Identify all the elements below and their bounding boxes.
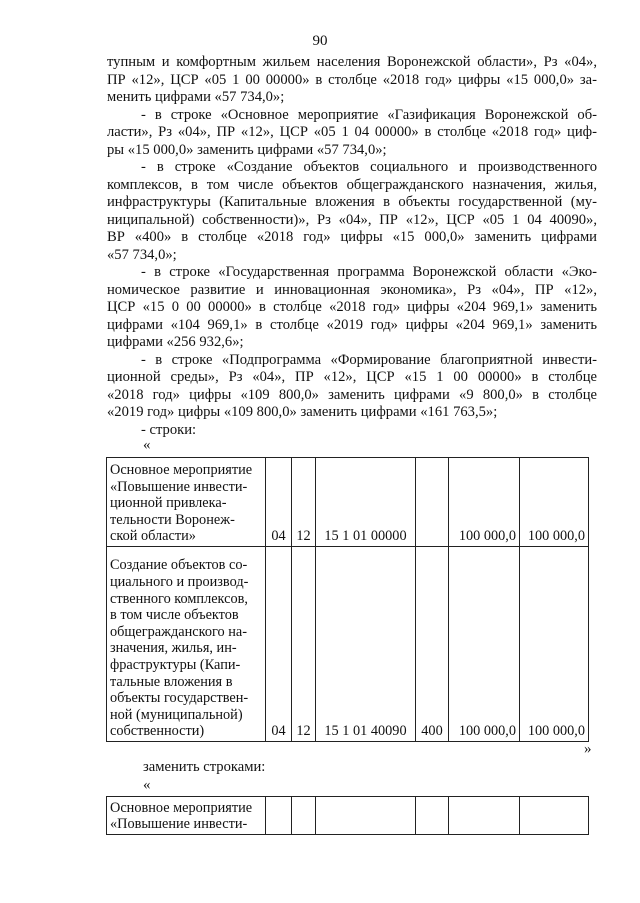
text-line: ционной среды», Рз «04», ПР «12», ЦСР «15 1 00 00000» в столбце	[107, 369, 597, 385]
cell-pr: 12	[292, 547, 316, 742]
paragraph	[107, 264, 597, 352]
cell-rz: 04	[266, 547, 292, 742]
row-name-cell	[107, 458, 266, 547]
opening-quote-mark: «	[143, 437, 151, 453]
row-name-line: ственного комплексов,	[110, 590, 248, 607]
paragraph	[107, 352, 597, 422]
cell-vr	[416, 458, 449, 547]
cell-csr	[316, 797, 416, 835]
paragraph	[107, 54, 597, 107]
text-line: ВР «400» в столбце «2018 год» цифры «15 000,0» заменить цифрами	[107, 229, 597, 245]
row-name-line: фраструктуры (Капи-	[110, 657, 241, 674]
text-line: - в строке «Государственная программа Воронежской области «Эко-	[141, 264, 597, 280]
text-line: ниципальной) собственности)», Рз «04», ПР «12», ЦСР «05 1 04 40090»,	[107, 211, 597, 228]
row-name-line: циального и производ-	[110, 574, 249, 591]
table-row	[107, 547, 589, 742]
text-line: инфраструктуры (Капитальные вложения в объекты государственной (му-	[107, 194, 597, 210]
closing-quote-mark: »	[584, 741, 592, 757]
row-name-line: тальные вложения в	[110, 673, 233, 690]
cell-rz	[266, 797, 292, 835]
text-line: комплексов, в том числе объектов общегражданского назначения, жилья,	[107, 176, 597, 193]
cell-rz: 04	[266, 458, 292, 547]
old-rows-table	[106, 457, 589, 742]
text-line: ры «15 000,0» заменить цифрами «57 734,0»;	[107, 141, 387, 158]
row-name-line: объекты государствен-	[110, 690, 249, 707]
table-row	[107, 797, 589, 835]
cell-y2018: 100 000,0	[449, 547, 520, 742]
cell-vr: 400	[416, 547, 449, 742]
cell-y2018	[449, 797, 520, 835]
replace-with-rows-label: заменить строками:	[143, 759, 266, 775]
text-line: - в строке «Основное мероприятие «Газификация Воронежской об-	[141, 106, 597, 123]
text-line: менить цифрами «57 734,0»;	[107, 89, 285, 105]
text-line: - строки:	[141, 421, 197, 438]
text-line: ПР «12», ЦСР «05 1 00 00000» в столбце «2018 год» цифры «15 000,0» за-	[107, 71, 597, 88]
row-name-line: ционной привлека-	[110, 495, 227, 512]
row-name-line: «Повышение инвести-	[110, 816, 248, 833]
text-line: тупным и комфортным жильем населения Воронежской области», Рз «04»,	[107, 54, 597, 70]
body-text	[107, 54, 597, 439]
cell-y2018: 100 000,0	[449, 458, 520, 547]
row-name-line: «Повышение инвести-	[110, 478, 248, 495]
cell-y2019: 100 000,0	[520, 458, 589, 547]
cell-pr: 12	[292, 458, 316, 547]
cell-pr	[292, 797, 316, 835]
text-line: цифрами «104 969,1» в столбце «2019 год» цифры «204 969,1» заменить	[107, 316, 597, 333]
row-name-line: значения, жилья, ин-	[110, 640, 237, 657]
row-name-line: ской области»	[110, 528, 196, 545]
opening-quote-mark-2: «	[143, 777, 151, 793]
paragraph	[107, 159, 597, 264]
text-line: ласти», Рз «04», ПР «12», ЦСР «05 1 04 00000» в столбце «2018 год» циф-	[107, 124, 597, 140]
page-number: 90	[312, 33, 328, 49]
cell-y2019	[520, 797, 589, 835]
text-line: - в строке «Создание объектов социального и производственного	[141, 159, 597, 175]
row-name-line: в том числе объектов	[110, 607, 239, 624]
text-line: «57 734,0»;	[107, 246, 177, 263]
cell-vr	[416, 797, 449, 835]
table-row	[107, 458, 589, 547]
paragraph	[107, 107, 597, 160]
row-name-line: собственности)	[110, 723, 205, 740]
cell-y2019: 100 000,0	[520, 547, 589, 742]
text-line: «2019 год» цифры «109 800,0» заменить цифрами «161 763,5»;	[107, 404, 498, 420]
text-line: номическое развитие и инновационная экономика», Рз «04», ПР «12»,	[107, 281, 597, 298]
text-line: «2018 год» цифры «109 800,0» заменить цифрами «9 800,0» в столбце	[107, 386, 597, 403]
text-line: - в строке «Подпрограмма «Формирование благоприятной инвести-	[141, 351, 597, 368]
row-name-line: общегражданского на-	[110, 623, 247, 640]
row-name-line: ной (муниципальной)	[110, 706, 243, 723]
row-name-line: Создание объектов со-	[110, 557, 248, 574]
row-name-line: тельности Воронеж-	[110, 511, 235, 528]
cell-csr: 15 1 01 00000	[316, 458, 416, 547]
paragraph	[107, 422, 597, 440]
new-rows-table	[106, 796, 589, 835]
text-line: ЦСР «15 0 00 00000» в столбце «2018 год» цифры «204 969,1» заменить	[107, 299, 597, 315]
row-name-cell	[107, 797, 266, 835]
row-name-cell	[107, 547, 266, 742]
text-line: цифрами «256 932,6»;	[107, 334, 244, 350]
cell-csr: 15 1 01 40090	[316, 547, 416, 742]
row-name-line: Основное мероприятие	[110, 462, 253, 479]
row-name-line: Основное мероприятие	[110, 799, 253, 816]
